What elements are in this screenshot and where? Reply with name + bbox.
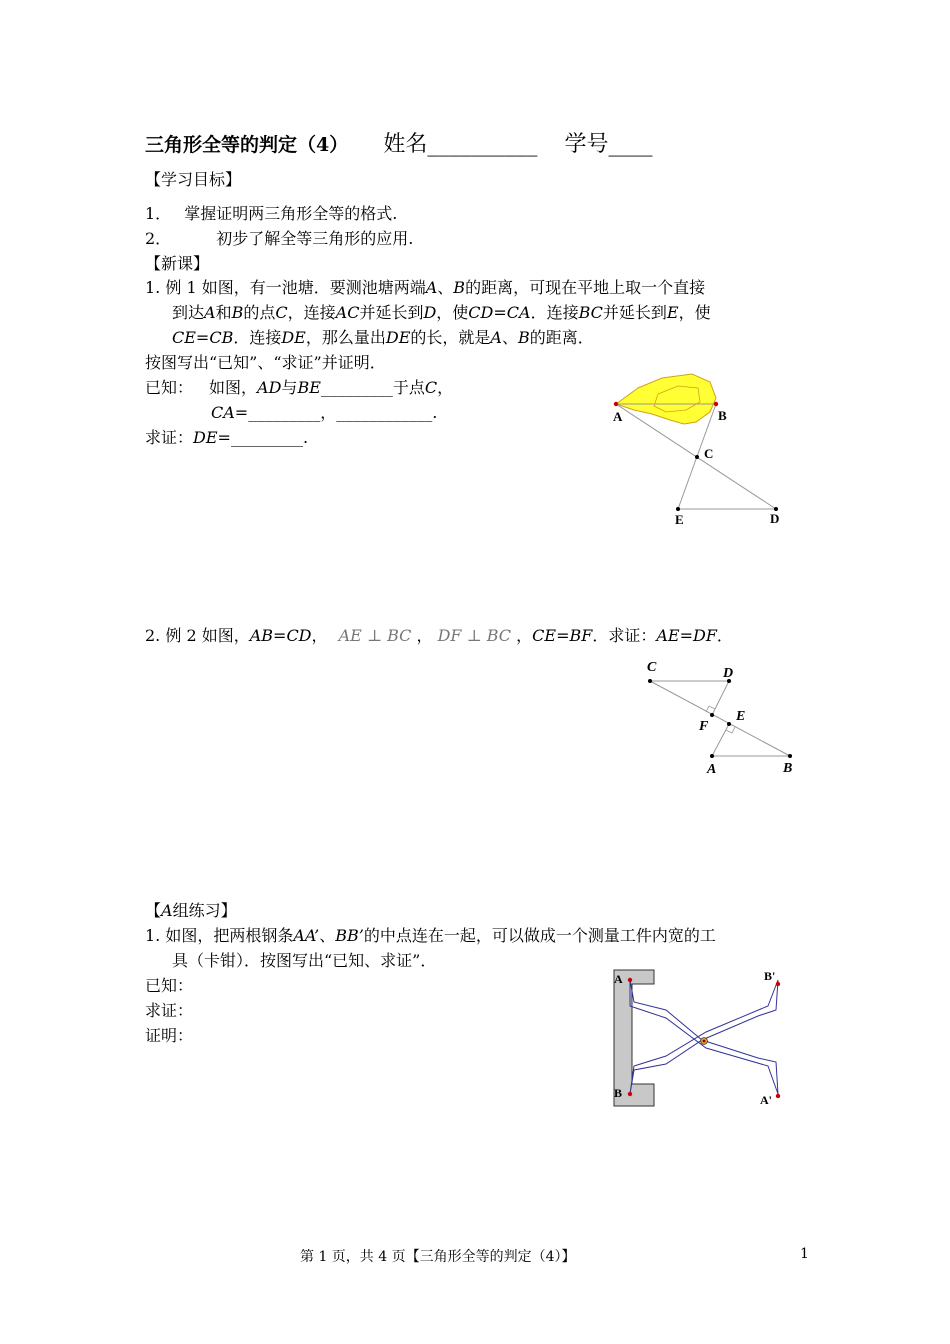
segment-DF	[712, 681, 729, 715]
label-C: C	[704, 446, 714, 461]
label-E: E	[736, 709, 746, 724]
goal-num: 1．	[145, 204, 172, 223]
text-fragment: CE	[172, 328, 196, 347]
label-D: D	[723, 666, 734, 681]
q1-line2: 具（卡钳）．按图写出“已知、求证”．	[172, 951, 437, 970]
text-fragment: ，使	[678, 303, 711, 322]
text-fragment: AD	[257, 378, 282, 397]
text-fragment: 【	[145, 901, 162, 920]
point-E	[676, 507, 680, 511]
text-fragment: A	[204, 303, 216, 322]
text-fragment: 与	[281, 378, 298, 397]
text-fragment: .	[432, 403, 438, 422]
id-label: 学号	[564, 132, 609, 157]
text-fragment: ，	[437, 378, 454, 397]
label-B-prime: B'	[764, 969, 776, 983]
text-fragment: DE	[281, 328, 306, 347]
text-fragment: 并延长到	[602, 303, 667, 322]
given-blank-1[interactable]: _________	[320, 378, 393, 397]
label-E: E	[675, 512, 684, 527]
point-B	[628, 1092, 632, 1096]
id-blank[interactable]: ____	[608, 132, 653, 157]
text-fragment: 的中点连在一起，可以做成一个测量工件内宽的工	[363, 926, 716, 945]
label-A: A	[614, 972, 623, 986]
name-blank[interactable]: __________	[427, 132, 538, 157]
text-fragment: A	[425, 278, 438, 297]
text-fragment: BC	[578, 303, 603, 322]
text-fragment: B	[517, 328, 530, 347]
label-A-prime: A'	[760, 1093, 772, 1107]
text-fragment: CA	[211, 403, 235, 422]
point-F	[710, 713, 714, 717]
goal-num: 2．	[145, 229, 172, 248]
text-fragment: 1. 如图，把两根钢条	[145, 926, 294, 945]
segment-CB	[650, 681, 790, 756]
ex1-line1	[145, 276, 705, 300]
text-fragment: =	[679, 626, 693, 645]
text-fragment: A	[161, 901, 173, 920]
label-A: A	[707, 762, 717, 777]
segment-AE	[712, 724, 729, 756]
text-fragment: DF	[692, 626, 717, 645]
goal-text: 初步了解全等三角形的应用.	[216, 229, 414, 248]
ex2-statement	[145, 624, 733, 648]
text-fragment: CB	[209, 328, 234, 347]
given-blank-3[interactable]: ____________	[336, 403, 433, 422]
text-fragment: ，	[311, 626, 328, 645]
ex1-prove	[145, 426, 308, 450]
text-fragment: CE	[532, 626, 557, 645]
goal-item-2	[145, 227, 413, 251]
point-C	[648, 679, 652, 683]
text-fragment: 的距离．	[529, 328, 594, 347]
text-fragment: B	[231, 303, 244, 322]
label-C: C	[647, 660, 657, 675]
text-fragment: BC	[486, 626, 512, 645]
text-fragment: =	[195, 328, 210, 347]
text-fragment: 、	[501, 328, 518, 347]
footer-text: 第 1 页，共 4 页【三角形全等的判定（4）】	[300, 1249, 576, 1265]
text-fragment: 2. 例 2 如图，	[145, 626, 250, 645]
ex1-line2	[172, 301, 711, 325]
text-fragment: ．	[716, 626, 733, 645]
text-fragment: 到达	[172, 303, 205, 322]
title-text: 三角形全等的判定（4）	[145, 134, 349, 156]
page-number: 1	[800, 1246, 809, 1262]
q1-prove: 求证：	[145, 1001, 194, 1020]
arm-AA	[630, 980, 778, 1094]
text-fragment: C	[424, 378, 438, 397]
ex1-given-2	[211, 401, 437, 425]
text-fragment: DF	[437, 626, 462, 645]
ex1-line3	[172, 326, 594, 350]
point-A	[614, 402, 618, 406]
point-E	[727, 722, 731, 726]
ex2-figure	[640, 656, 810, 780]
text-fragment: 如图，	[209, 378, 258, 397]
text-fragment: E	[666, 303, 679, 322]
text-fragment: ⊥	[361, 626, 388, 645]
text-fragment: ．连接	[530, 303, 579, 322]
point-C	[695, 455, 699, 459]
text-fragment: =	[234, 403, 249, 422]
text-fragment: 的长，就是	[410, 328, 491, 347]
text-fragment: =	[273, 626, 287, 645]
text-fragment: ，	[416, 626, 433, 645]
label-A: A	[613, 409, 623, 424]
pond-figure	[600, 368, 800, 536]
text-fragment: B	[453, 278, 466, 297]
text-fragment: C	[275, 303, 288, 322]
caliper-figure	[606, 966, 792, 1114]
text-fragment: DE	[193, 428, 218, 447]
label-B: B	[783, 761, 793, 776]
text-fragment: 已知：	[145, 378, 194, 397]
label-B: B	[718, 408, 727, 423]
q1-line1	[145, 924, 716, 948]
goals-heading: 【学习目标】	[145, 170, 242, 189]
text-fragment: ，	[320, 403, 337, 422]
text-fragment: 、	[437, 278, 454, 297]
q1-proof: 证明：	[145, 1026, 194, 1045]
point-A-prime	[776, 1094, 780, 1098]
text-fragment: ，连接	[287, 303, 336, 322]
point-A	[710, 754, 714, 758]
text-fragment: BF	[569, 626, 593, 645]
practice-heading	[145, 899, 237, 923]
text-fragment: =	[493, 303, 507, 322]
label-B: B	[614, 1086, 623, 1100]
point-B	[714, 402, 718, 406]
text-fragment: ，使	[436, 303, 469, 322]
point-B-prime	[776, 982, 780, 986]
text-fragment: AE	[656, 626, 680, 645]
text-fragment: ，那么量出	[305, 328, 386, 347]
text-fragment: BE	[297, 378, 321, 397]
text-fragment: CD	[286, 626, 312, 645]
text-fragment: A	[490, 328, 502, 347]
point-B	[788, 754, 792, 758]
text-fragment: ．求证：	[592, 626, 657, 645]
text-fragment: ，	[516, 626, 533, 645]
text-fragment: 于点	[392, 378, 425, 397]
label-F: F	[699, 719, 709, 734]
text-fragment: 1. 例 1 如图，有一池塘．要测池塘两端	[145, 278, 426, 297]
text-fragment: D	[423, 303, 437, 322]
text-fragment: 的点	[243, 303, 276, 322]
name-label: 姓名	[383, 132, 428, 157]
page-title	[145, 127, 652, 158]
text-fragment: 、	[319, 926, 336, 945]
text-fragment: BC	[387, 626, 412, 645]
ex1-instruction: 按图写出“已知”、“求证”并证明．	[145, 353, 386, 372]
label-D: D	[770, 511, 780, 526]
text-fragment: 和	[215, 303, 232, 322]
ex1-given	[145, 376, 453, 400]
text-fragment: 求证：	[145, 428, 194, 447]
given-blank-2[interactable]: _________	[248, 403, 321, 422]
prove-blank[interactable]: _________	[230, 428, 303, 447]
q1-given: 已知：	[145, 976, 194, 995]
text-fragment: AB	[249, 626, 274, 645]
text-fragment: AC	[335, 303, 360, 322]
arm-BB	[630, 980, 778, 1094]
new-lesson-heading: 【新课】	[145, 254, 210, 273]
text-fragment: DE	[385, 328, 411, 347]
text-fragment: AE	[338, 626, 362, 645]
text-fragment: 组练习】	[172, 901, 237, 920]
text-fragment: =	[217, 428, 231, 447]
point-A	[628, 978, 632, 982]
text-fragment: ．连接	[233, 328, 282, 347]
text-fragment: AA’	[293, 926, 320, 945]
text-fragment: .	[302, 428, 309, 447]
text-fragment: BB’	[335, 926, 364, 945]
text-fragment: CD	[468, 303, 494, 322]
text-fragment: ⊥	[461, 626, 487, 645]
text-fragment: 并延长到	[359, 303, 424, 322]
goal-item-1	[145, 202, 397, 226]
text-fragment: =	[556, 626, 570, 645]
text-fragment: 的距离，可现在平地上取一个直接	[465, 278, 706, 297]
text-fragment	[339, 626, 412, 645]
goal-text: 掌握证明两三角形全等的格式.	[184, 204, 398, 223]
text-fragment	[438, 626, 511, 645]
pond-shape	[616, 374, 716, 424]
text-fragment: CA	[506, 303, 531, 322]
